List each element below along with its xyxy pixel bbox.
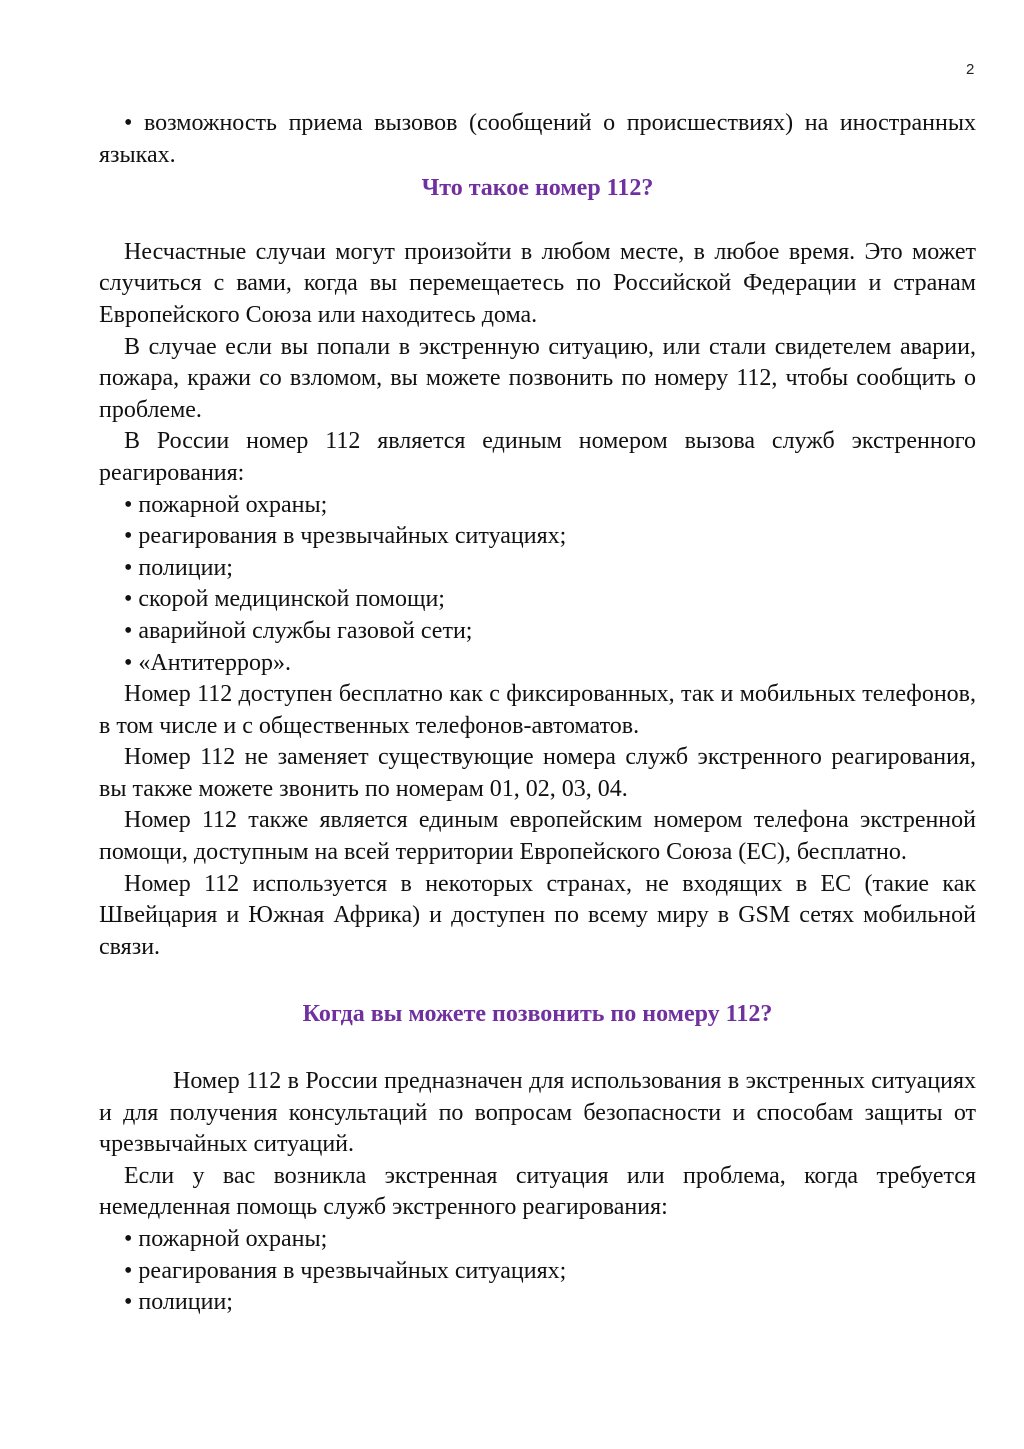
document-body [99, 108, 976, 1319]
section-heading-what-is-112: Что такое номер 112? [421, 175, 654, 202]
list-item: • полиции; [124, 554, 233, 581]
list-item: • пожарной охраны; [124, 491, 328, 518]
paragraph: Если у вас возникла экстренная ситуация или проблема, когда требуется немедленная помощь служб экстренного реагирования: [99, 1162, 976, 1221]
list-item: • «Антитеррор». [124, 649, 292, 676]
list-item: • реагирования в чрезвычайных ситуациях; [124, 1257, 567, 1284]
list-item: • скорой медицинской помощи; [124, 586, 445, 613]
services-list [99, 1224, 976, 1319]
paragraph: Номер 112 доступен бесплатно как с фиксированных, так и мобильных телефонов, в том числе и с общественных телефонов-автоматов. [99, 681, 976, 739]
section-heading-when-to-call: Когда вы можете позвонить по номеру 112? [302, 1001, 773, 1028]
list-item: • аварийной службы газовой сети; [124, 617, 473, 644]
paragraph: В случае если вы попали в экстренную ситуацию, или стали свидетелем аварии, пожара, кражи со взломом, вы можете позвонить по номеру 112, чтобы сообщить о проблеме. [99, 333, 976, 423]
paragraph: В России номер 112 является единым номером вызова служб экстренного реагирования: [99, 428, 976, 486]
paragraph: Номер 112 используется в некоторых странах, не входящих в ЕС (такие как Швейцария и Южная Африка) и доступен по всему миру в GSM сетях мобильной связи. [99, 870, 976, 960]
paragraph: Номер 112 не заменяет существующие номера служб экстренного реагирования, вы также можете звонить по номерам 01, 02, 03, 04. [99, 744, 976, 802]
paragraph: Несчастные случаи могут произойти в любом месте, в любое время. Это может случиться с вами, когда вы перемещаетесь по Российской Федерации и странам Европейского Союза или находитесь дома. [99, 238, 976, 328]
list-item: • полиции; [124, 1289, 233, 1316]
services-list [99, 490, 976, 680]
paragraph: Номер 112 также является единым европейским номером телефона экстренной помощи, доступным на всей территории Европейского Союза (ЕС), бесплатно. [99, 807, 976, 866]
list-item: • пожарной охраны; [124, 1226, 328, 1252]
intro-bullet: • возможность приема вызовов (сообщений о происшествиях) на иностранных языках. [99, 110, 976, 168]
list-item: • реагирования в чрезвычайных ситуациях; [124, 523, 567, 550]
page-number: 2 [966, 61, 975, 78]
paragraph: Номер 112 в России предназначен для использования в экстренных ситуациях и для получения консультаций по вопросам безопасности и способам защиты от чрезвычайных ситуаций. [99, 1068, 976, 1158]
